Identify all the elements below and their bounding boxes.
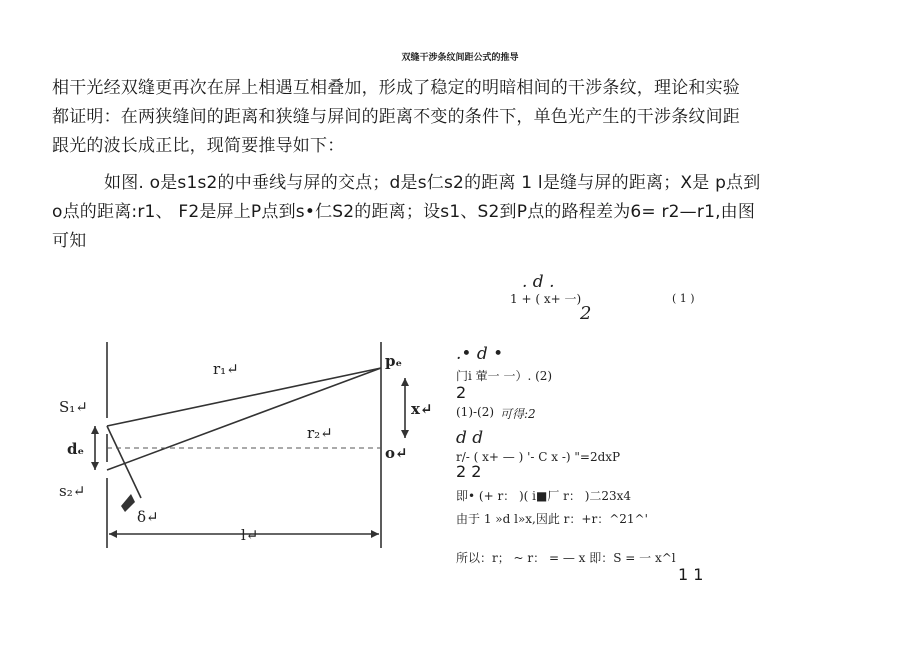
delta-marker <box>121 494 135 512</box>
double-slit-diagram <box>55 338 445 560</box>
paragraph2-line-1: 如图. o是s1s2的中垂线与屏的交点；d是s仁s2的距离 1 l是缝与屏的距离；X是 p点到 <box>104 173 761 193</box>
label-r2: r₂↵ <box>307 424 333 442</box>
label-l: l↵ <box>241 526 259 544</box>
eq4-denominator: 2 2 <box>456 462 482 481</box>
eq2-main: 门i 葷一 一）. (2) <box>456 369 553 383</box>
paragraph2-line-2: o点的距离:r1、 F2是屏上P点到s•仁S2的距离；设s1、S2到P点的路程差为6= r2—r1,由图 <box>52 202 756 222</box>
label-p: pₑ <box>385 352 403 370</box>
label-r1: r₁↵ <box>213 360 239 378</box>
eq4-top: d d <box>456 428 484 448</box>
eq1-main: 1 + ( x+ 一) <box>510 292 582 306</box>
eq2-top: .• d • <box>456 344 504 364</box>
l-arrowhead-right <box>371 530 379 538</box>
eq7-denominator: 1 1 <box>678 565 704 584</box>
paragraph-line-2: 都证明：在两狭缝间的距离和狭缝与屏间的距离不变的条件下，单色光产生的干涉条纹间距 <box>52 107 740 127</box>
eq1-denominator: 2 <box>580 303 592 324</box>
label-x: x↵ <box>411 400 433 418</box>
l-arrowhead-left <box>109 530 117 538</box>
document-title: 双缝干涉条纹间距公式的推导 <box>401 53 519 63</box>
eq1-number: ( 1 ) <box>672 292 695 305</box>
eq6: 由于 1 »d l»x,因此 r：+r：^21^' <box>456 512 648 526</box>
ray-r1 <box>107 368 381 426</box>
eq4-main: r/- ( x+ — ) '- C x -) "=2dxP <box>456 450 621 464</box>
x-arrowhead-up <box>401 378 409 386</box>
eq1-top: . d . <box>522 272 555 292</box>
eq7: 所以：r； ~ r： = — x 即：S = 一 x^l <box>456 551 676 565</box>
paragraph-line-3: 跟光的波长成正比，现简要推导如下： <box>52 136 345 156</box>
eq2-denominator: 2 <box>456 383 467 402</box>
label-delta: δ↵ <box>137 508 159 526</box>
d-arrowhead-down <box>91 462 99 470</box>
eq5: 即• (+ r： )( i■厂 r： )二23x4 <box>456 489 632 503</box>
label-s2: s₂↵ <box>59 482 86 500</box>
d-arrowhead-up <box>91 426 99 434</box>
paragraph2-line-3: 可知 <box>52 231 87 251</box>
eq3-part-b: 可得:2 <box>500 407 536 421</box>
label-d: dₑ <box>67 440 85 458</box>
ray-r2 <box>107 368 381 470</box>
eq3-part-a: (1)-(2) <box>456 405 495 419</box>
paragraph-line-1: 相干光经双缝更再次在屏上相遇互相叠加，形成了稳定的明暗相间的干涉条纹，理论和实验 <box>52 78 740 98</box>
label-s1: S₁↵ <box>59 398 88 416</box>
label-o: o↵ <box>385 444 408 462</box>
x-arrowhead-down <box>401 430 409 438</box>
path-difference-line <box>107 426 141 498</box>
